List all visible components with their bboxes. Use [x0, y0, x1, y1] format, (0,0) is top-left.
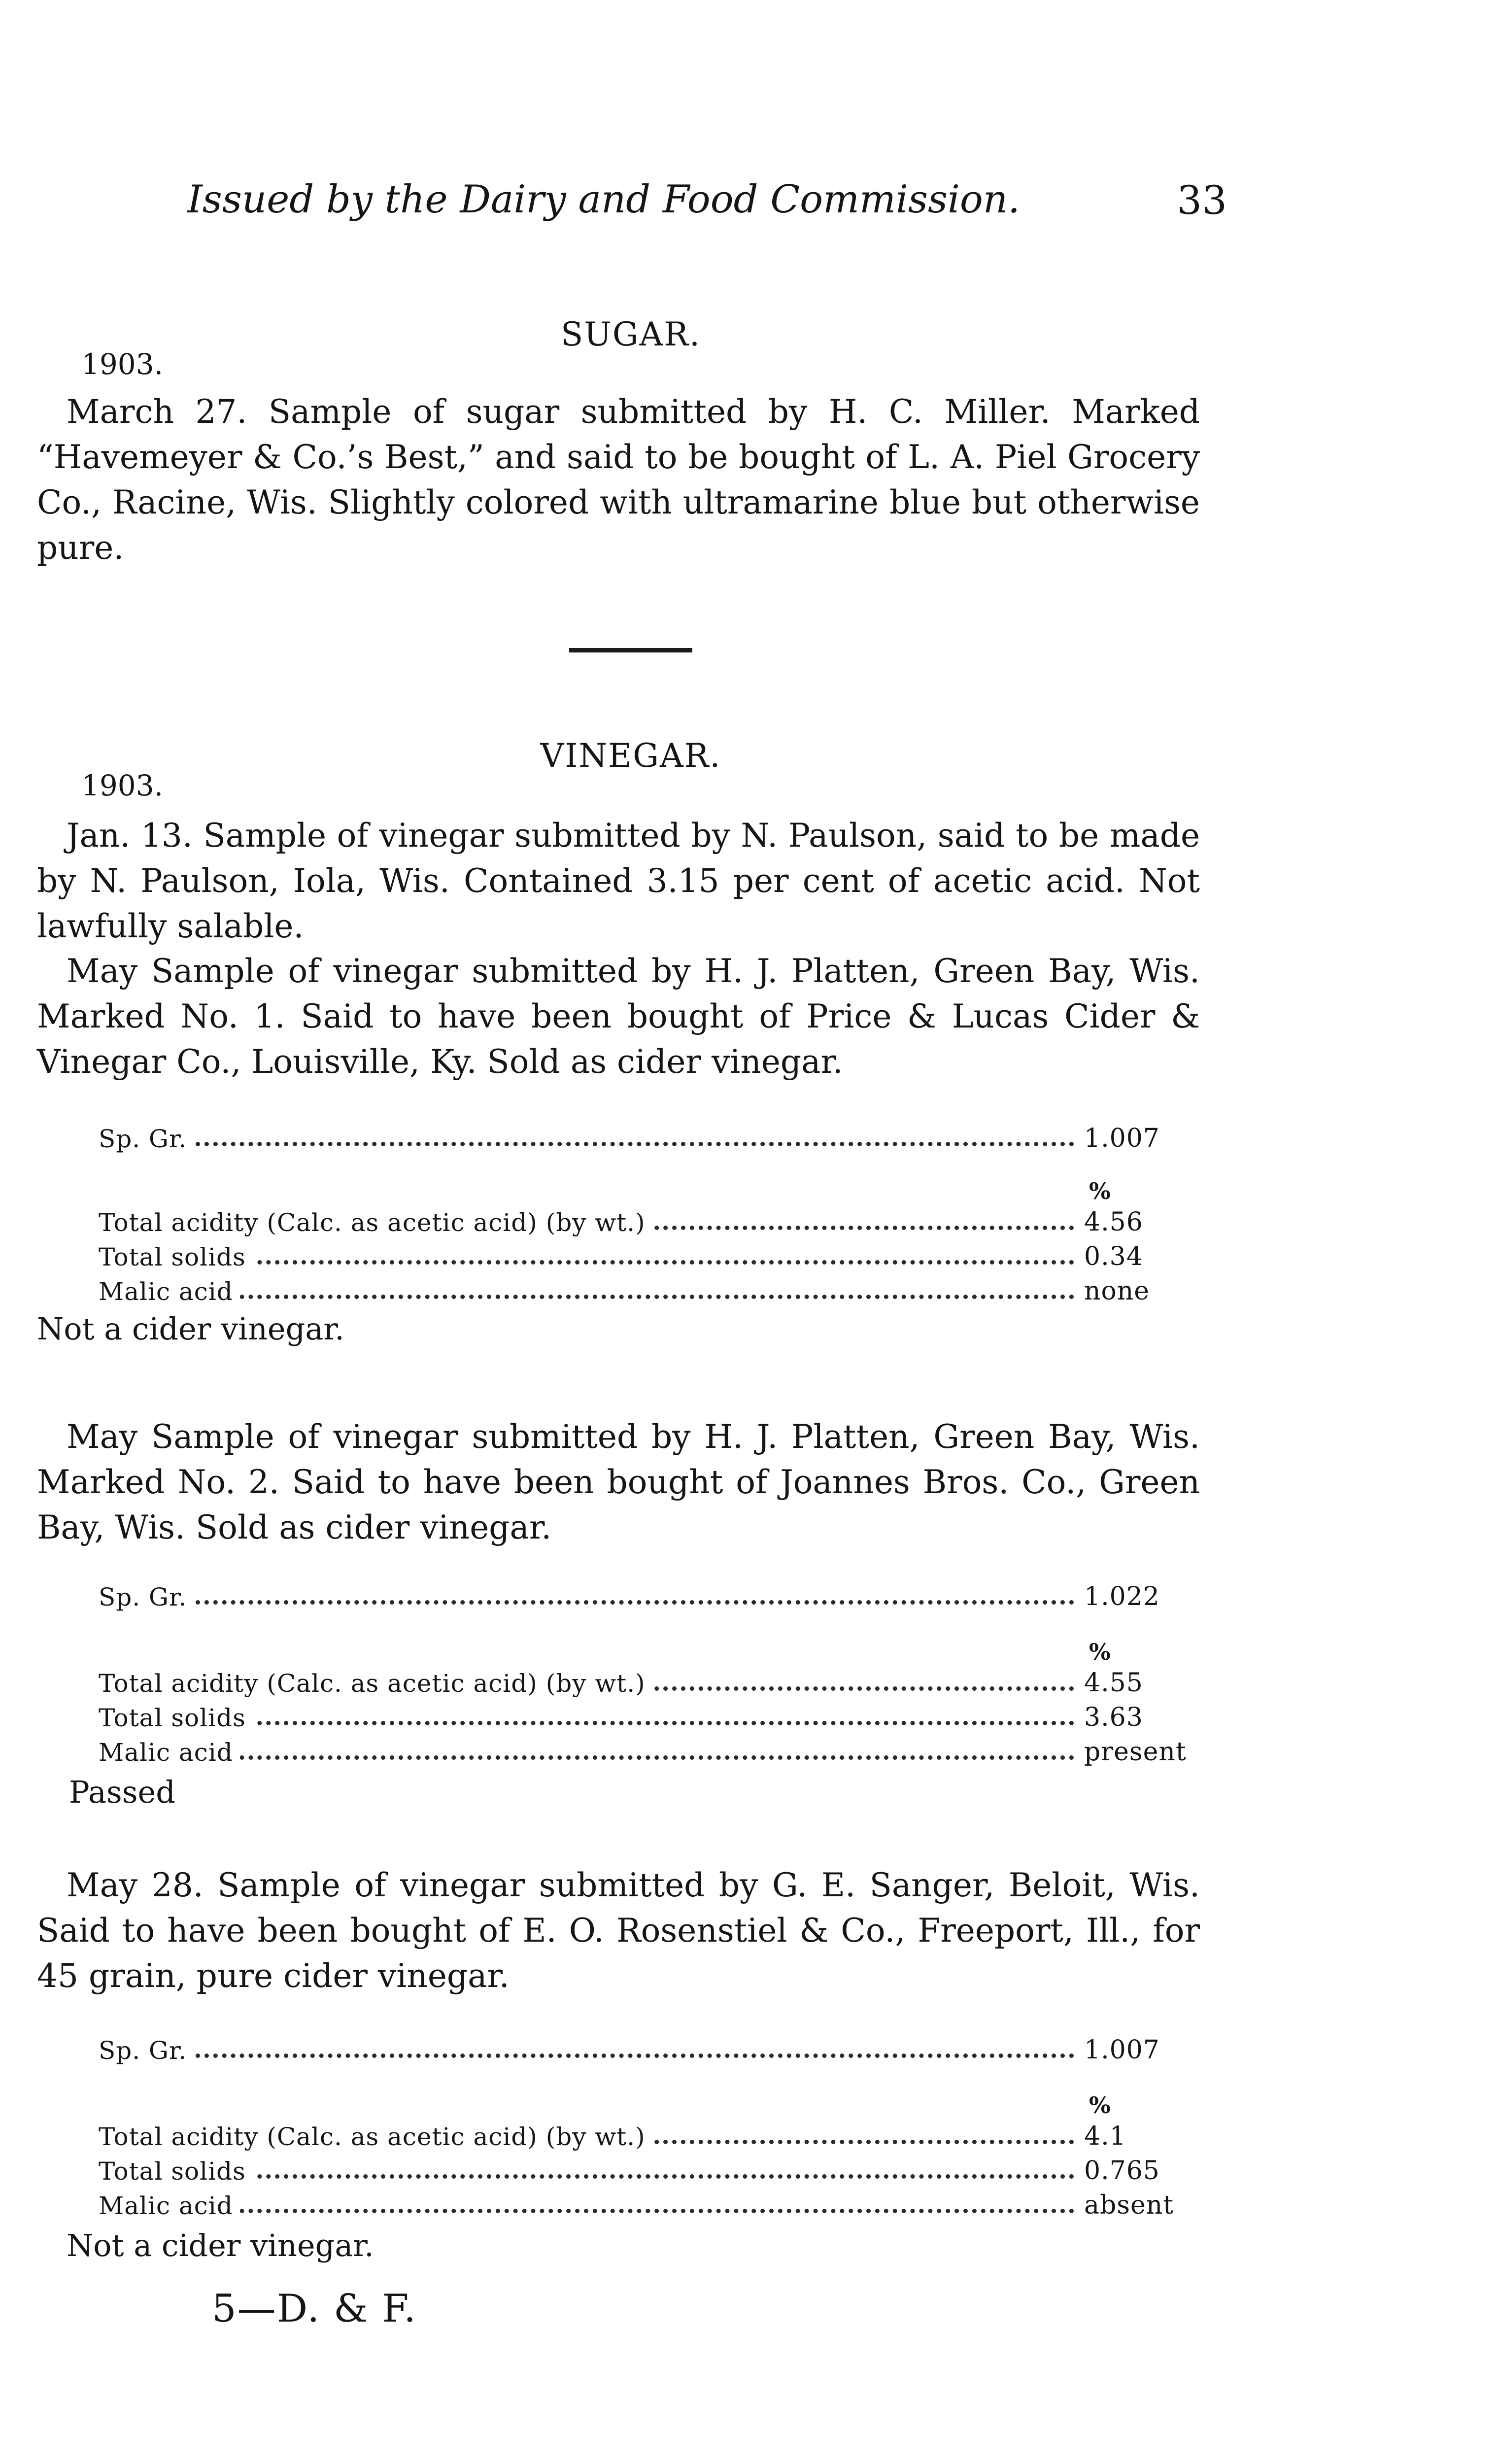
table-row	[99, 1119, 1202, 1153]
running-header	[187, 177, 1227, 227]
table-row-value: 0.34	[1084, 1242, 1143, 1271]
table-row	[99, 1698, 1202, 1732]
vinegar-entry-3	[37, 1414, 1200, 1550]
vinegar-entry-1-text: Jan. 13. Sample of vinegar submitted by N. Paulson, said to be made by N. Paulson, Iola, Wis. Contained 3.15 per cent of acetic acid. Not lawfully salable.	[37, 817, 1200, 945]
sugar-year: 1903.	[81, 347, 164, 381]
table-row-value: 1.007	[1084, 2035, 1160, 2065]
section-divider	[569, 648, 692, 652]
table-row	[99, 2030, 1202, 2065]
page-number: 33	[1177, 177, 1227, 223]
table-row-label: Malic acid	[99, 2191, 240, 2220]
table-row-value: 4.56	[1084, 1207, 1143, 1237]
table-row	[99, 1732, 1202, 1767]
table-row-label: Total acidity (Calc. as acetic acid) (by wt.)	[99, 2122, 652, 2151]
table-row-label: Malic acid	[99, 1738, 240, 1767]
table-row	[99, 1271, 1202, 1306]
percent-sign: %	[1089, 1639, 1111, 1665]
table-row-label: Malic acid	[99, 1277, 240, 1306]
table-row	[99, 1663, 1202, 1698]
vinegar-year: 1903.	[81, 769, 164, 802]
sugar-entry	[37, 389, 1200, 571]
table-row-value: 1.022	[1084, 1582, 1160, 1611]
table-row-value: none	[1084, 1276, 1150, 1306]
table-row-label: Sp. Gr.	[99, 2036, 194, 2065]
table-row-label: Total solids	[99, 2157, 253, 2186]
running-header-title: Issued by the Dairy and Food Commission.	[187, 177, 1020, 222]
table-row-label: Total solids	[99, 1243, 253, 1271]
table-row	[99, 2117, 1202, 2151]
percent-sign: %	[1089, 2092, 1111, 2119]
table-row-value: absent	[1084, 2190, 1174, 2220]
table-row-value: 1.007	[1084, 1124, 1160, 1153]
table-row-label: Sp. Gr.	[99, 1583, 194, 1611]
table-row-value: 3.63	[1084, 1703, 1143, 1732]
vinegar-entry-2-text: May Sample of vinegar submitted by H. J. Platten, Green Bay, Wis. Marked No. 1. Said to have been bought of Price & Lucas Cider & Vinegar Co., Louisville, Ky. Sold as cider vinegar.	[37, 952, 1200, 1081]
table-row-value: 4.1	[1084, 2122, 1126, 2151]
percent-sign: %	[1089, 1178, 1111, 1204]
section-heading-vinegar: VINEGAR.	[540, 737, 721, 775]
table-row-value: present	[1084, 1737, 1187, 1767]
table-row	[99, 1237, 1202, 1271]
table-row	[99, 2186, 1202, 2220]
vinegar-entry-4	[37, 1863, 1200, 1999]
signature-mark: 5—D. & F.	[212, 2287, 417, 2331]
verdict-entry-2: Not a cider vinegar.	[37, 1311, 344, 1347]
table-row-label: Total acidity (Calc. as acetic acid) (by wt.)	[99, 1669, 652, 1698]
table-row-label: Total solids	[99, 1704, 253, 1732]
vinegar-entry-3-text: May Sample of vinegar submitted by H. J. Platten, Green Bay, Wis. Marked No. 2. Said to have been bought of Joannes Bros. Co., Green Bay, Wis. Sold as cider vinegar.	[37, 1418, 1200, 1546]
vinegar-entry-1	[37, 813, 1200, 949]
table-row-value: 0.765	[1084, 2156, 1160, 2186]
section-heading-sugar: SUGAR.	[561, 315, 701, 353]
verdict-entry-3: Passed	[69, 1774, 175, 1810]
vinegar-entry-2	[37, 949, 1200, 1085]
table-row	[99, 1577, 1202, 1611]
table-row	[99, 1202, 1202, 1237]
table-row-label: Sp. Gr.	[99, 1125, 194, 1153]
table-row	[99, 2151, 1202, 2186]
vinegar-entry-4-text: May 28. Sample of vinegar submitted by G. E. Sanger, Beloit, Wis. Said to have been bought of E. O. Rosenstiel & Co., Freeport, Ill., for 45 grain, pure cider vinegar.	[37, 1866, 1200, 1995]
sugar-entry-text: March 27. Sample of sugar submitted by H. C. Miller. Marked “Havemeyer & Co.’s Best,” and said to be bought of L. A. Piel Grocery Co., Racine, Wis. Slightly colored with ultramarine blue but otherwise pure.	[37, 393, 1200, 567]
verdict-entry-4: Not a cider vinegar.	[67, 2227, 374, 2263]
table-row-value: 4.55	[1084, 1668, 1143, 1698]
table-row-label: Total acidity (Calc. as acetic acid) (by wt.)	[99, 1208, 652, 1237]
